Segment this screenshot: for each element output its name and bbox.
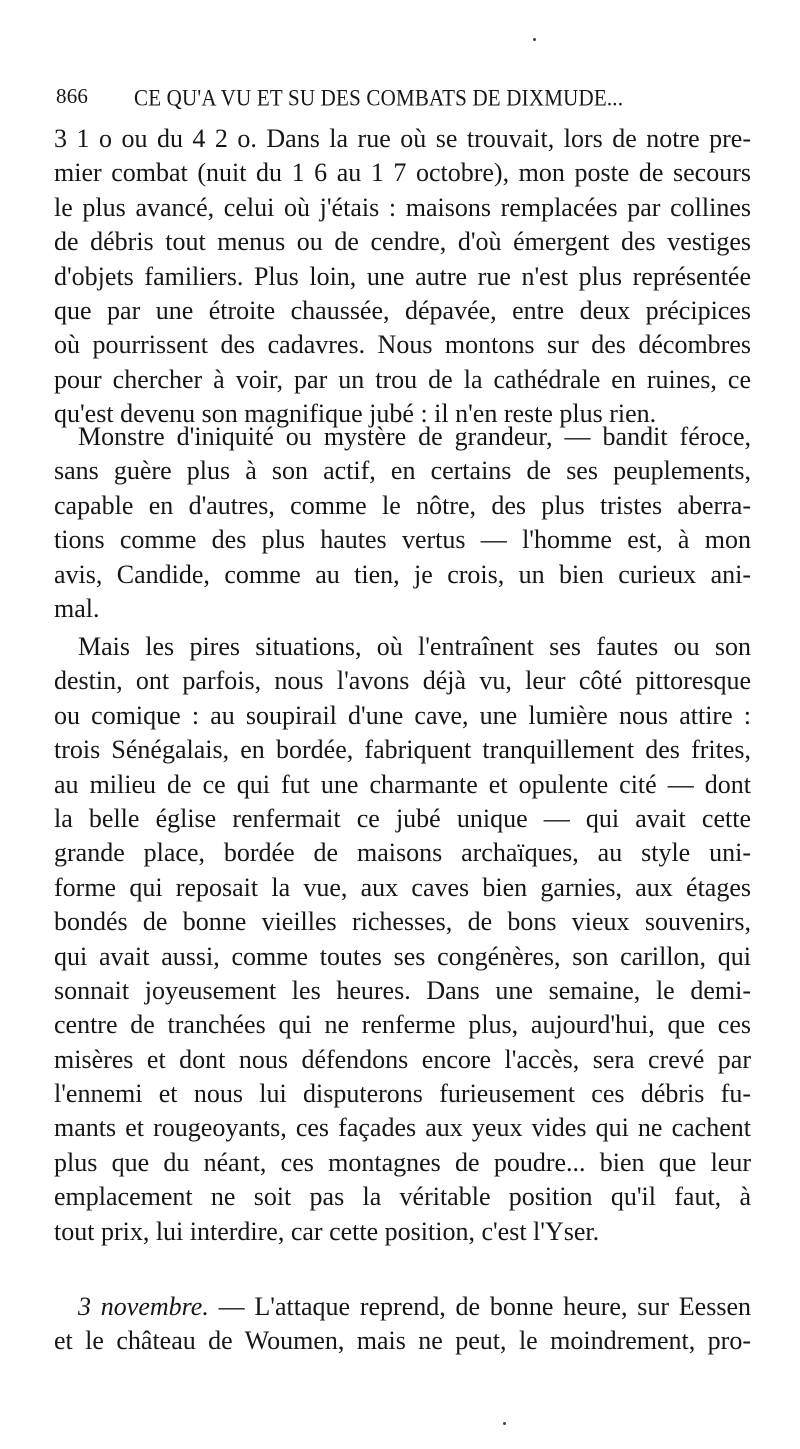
text-line: Mais les pires situations, où l'entraînent ses fautes ou son	[78, 632, 751, 661]
text-line: ou comique : au soupirail d'une cave, une lumière nous attire :	[54, 700, 751, 730]
text-line: 3 1 o ou du 4 2 o. Dans la rue où se trouvait, lors de notre pre-	[54, 124, 751, 153]
running-title: CE QU'A VU ET SU DES COMBATS DE DIXMUDE...	[134, 84, 624, 111]
text-line: bondés de bonne vieilles richesses, de bons vieux souvenirs,	[54, 907, 751, 937]
text-line: pour chercher à voir, par un trou de la cathédrale en ruines, ce	[54, 364, 751, 394]
text-line: l'ennemi et nous lui disputerons furieusement ces débris fu-	[54, 1079, 751, 1109]
text-line: forme qui reposait la vue, aux caves bien garnies, aux étages	[54, 872, 751, 902]
text-line: centre de tranchées qui ne renferme plus, aujourd'hui, que ces	[54, 1010, 751, 1040]
text-line: Monstre d'iniquité ou mystère de grandeur, — bandit féroce,	[78, 422, 751, 451]
text-line: la belle église renfermait ce jubé unique — qui avait cette	[54, 803, 751, 833]
paragraph-1	[54, 122, 751, 432]
text-line: plus que du néant, ces montagnes de poudre... bien que leur	[54, 1147, 751, 1177]
paragraph-4	[54, 1290, 751, 1359]
text-line: et le château de Woumen, mais ne peut, le moindrement, pro-	[54, 1326, 751, 1356]
text-line: destin, ont parfois, nous l'avons déjà vu, leur côté pittoresque	[54, 666, 751, 696]
text-line: grande place, bordée de maisons archaïques, au style uni-	[54, 838, 751, 868]
text-line: avis, Candide, comme au tien, je crois, un bien curieux ani-	[54, 559, 751, 589]
text-line: de débris tout menus ou de cendre, d'où émergent des vestiges	[54, 227, 751, 257]
text-line: le plus avancé, celui où j'étais : maisons remplacées par collines	[54, 192, 751, 222]
text-line: sonnait joyeusement les heures. Dans une semaine, le demi-	[54, 975, 751, 1005]
text-line: qu'est devenu son magnifique jubé : il n'en reste plus rien.	[54, 399, 657, 429]
text-line: trois Sénégalais, en bordée, fabriquent tranquillement des frites,	[54, 735, 751, 765]
paragraph-2	[54, 420, 751, 626]
text-line: tions comme des plus hautes vertus — l'homme est, à mon	[54, 525, 751, 555]
text-line: mier combat (nuit du 1 6 au 1 7 octobre), mon poste de secours	[54, 158, 751, 188]
text-line: capable en d'autres, comme le nôtre, des plus tristes aberra-	[54, 490, 751, 520]
text-fragment: — L'attaque reprend, de bonne heure, sur Eessen	[218, 1292, 751, 1321]
text-line: que par une étroite chaussée, dépavée, entre deux précipices	[54, 295, 751, 325]
text-line	[54, 1290, 751, 1324]
dateline: 3 novembre.	[78, 1292, 209, 1321]
text-line: au milieu de ce qui fut une charmante et opulente cité — dont	[54, 769, 751, 799]
print-speck	[503, 1422, 506, 1425]
text-line: sans guère plus à son actif, en certains de ses peuplements,	[54, 456, 751, 486]
text-line: misères et dont nous défendons encore l'accès, sera crevé par	[54, 1044, 751, 1074]
page-number: 866	[56, 84, 89, 108]
paragraph-3	[54, 630, 751, 1249]
running-header	[56, 84, 756, 114]
text-line: d'objets familiers. Plus loin, une autre rue n'est plus représentée	[54, 261, 751, 291]
print-speck	[533, 38, 536, 41]
text-line: mal.	[54, 593, 100, 623]
text-line: tout prix, lui interdire, car cette position, c'est l'Yser.	[54, 1216, 600, 1246]
text-line: mants et rougeoyants, ces façades aux yeux vides qui ne cachent	[54, 1113, 751, 1143]
text-line: qui avait aussi, comme toutes ses congénères, son carillon, qui	[54, 941, 751, 971]
text-line: où pourrissent des cadavres. Nous montons sur des décombres	[54, 330, 751, 360]
text-line: emplacement ne soit pas la véritable position qu'il faut, à	[54, 1182, 751, 1212]
